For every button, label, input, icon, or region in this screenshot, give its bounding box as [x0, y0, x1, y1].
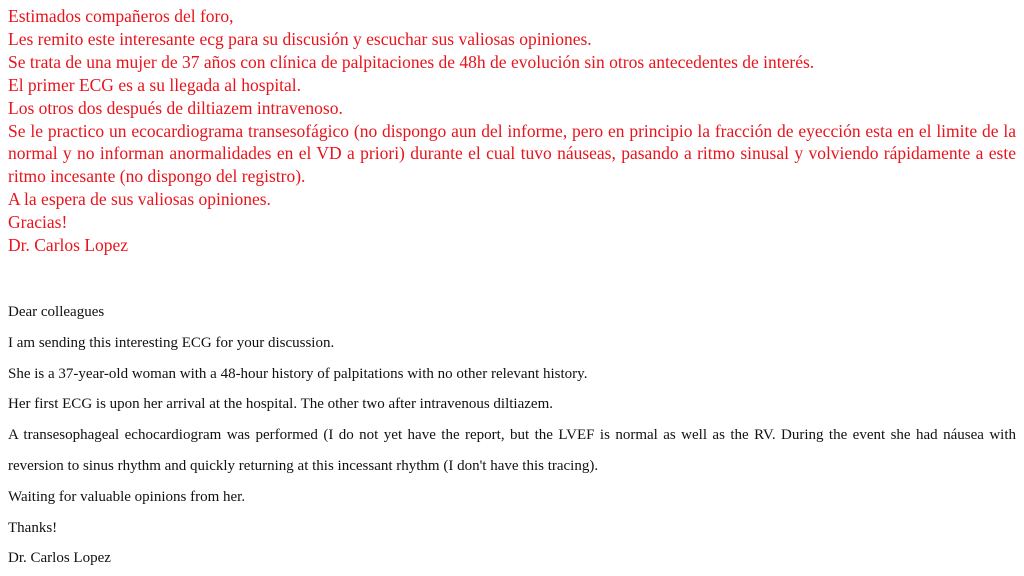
- english-waiting-line: Waiting for valuable opinions from her.: [8, 488, 246, 505]
- english-patient-line: She is a 37-year-old woman with a 48-hour history of palpitations with no other relevant history.: [8, 365, 588, 382]
- spanish-echo-paragraph: Se le practico un ecocardiograma transesofágico (no dispongo aun del informe, pero en principio la fracción de eyección esta en el limite de la normal y no informan anormalidades en el VD a priori) durante el cual tuvo náuseas, pasando a ritmo sinusal y volviendo rápidamente a este ritmo incesante (no dispongo del registro).: [8, 120, 1016, 187]
- spanish-patient-line: Se trata de una mujer de 37 años con clínica de palpitaciones de 48h de evolución sin otros antecedentes de interés.: [8, 51, 815, 72]
- english-thanks-line: Thanks!: [8, 519, 58, 536]
- english-signature: Dr. Carlos Lopez: [8, 550, 111, 567]
- spanish-thanks-line: Gracias!: [8, 212, 68, 233]
- spanish-first-ecg-line: El primer ECG es a su llegada al hospital.: [8, 74, 302, 95]
- spanish-intro-line: Les remito este interesante ecg para su discusión y escuchar sus valiosas opiniones.: [8, 28, 592, 49]
- spanish-signature: Dr. Carlos Lopez: [8, 235, 129, 256]
- english-message: [8, 297, 1016, 574]
- spanish-message: [8, 5, 1016, 257]
- spanish-other-ecg-line: Los otros dos después de diltiazem intravenoso.: [8, 97, 343, 118]
- spanish-waiting-line: A la espera de sus valiosas opiniones.: [8, 189, 271, 210]
- english-ecg-line: Her first ECG is upon her arrival at the hospital. The other two after intravenous diltiazem.: [8, 396, 553, 413]
- spanish-greeting: Estimados compañeros del foro,: [8, 6, 234, 26]
- english-echo-paragraph: A transesophageal echocardiogram was performed (I do not yet have the report, but the LVEF is normal as well as the RV. During the event she had náusea with reversion to sinus rhythm and quickly returning at this incessant rhythm (I don't have this tracing).: [8, 427, 1016, 474]
- english-intro-line: I am sending this interesting ECG for your discussion.: [8, 334, 335, 351]
- english-greeting: Dear colleagues: [8, 304, 105, 320]
